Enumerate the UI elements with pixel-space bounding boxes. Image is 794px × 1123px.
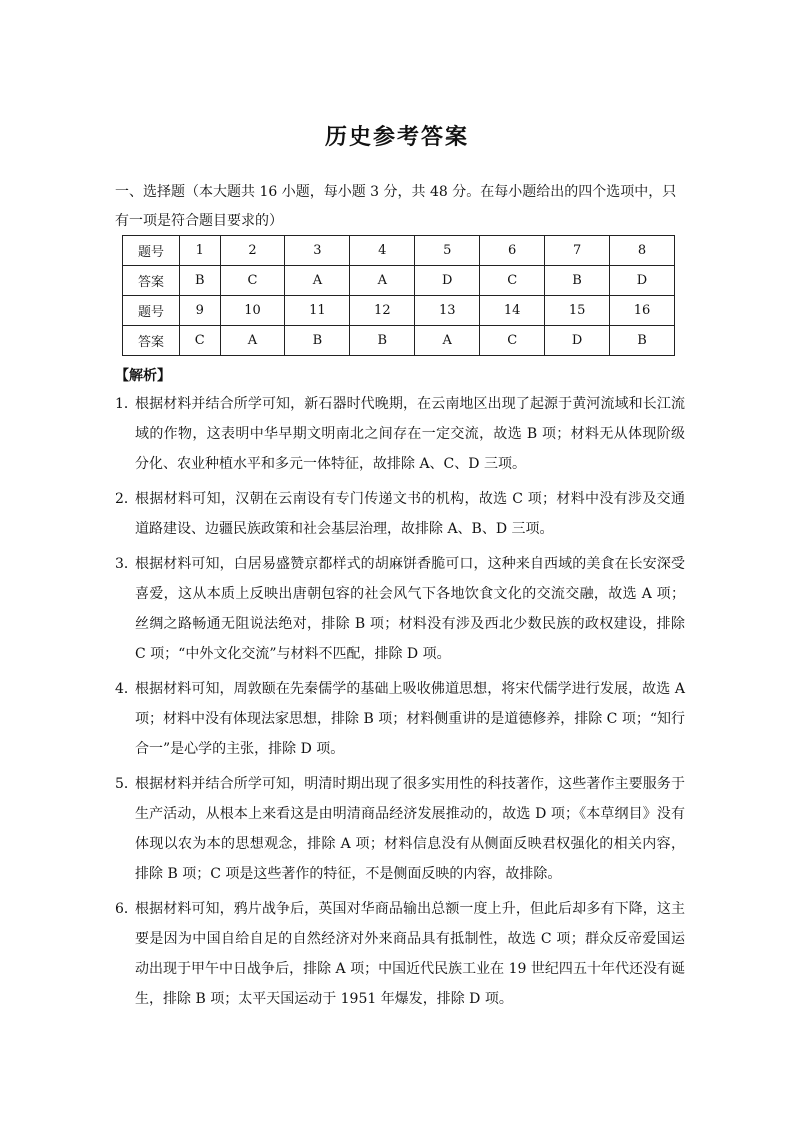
- table-cell: A: [220, 326, 285, 356]
- table-cell: 11: [285, 296, 350, 326]
- table-cell: B: [610, 326, 675, 356]
- table-cell: 12: [350, 296, 415, 326]
- table-cell: 10: [220, 296, 285, 326]
- table-cell: 9: [180, 296, 221, 326]
- analysis-item: [115, 894, 685, 1014]
- table-cell: B: [545, 266, 610, 296]
- section-intro: 一、选择题（本大题共 16 小题，每小题 3 分，共 48 分。在每小题给出的四个选项中，只有一项是符合题目要求的）: [115, 184, 677, 229]
- analysis-item: [115, 549, 685, 669]
- table-cell: B: [285, 326, 350, 356]
- table-cell: 5: [415, 236, 480, 266]
- table-cell: 7: [545, 236, 610, 266]
- row-label: 题号: [123, 296, 180, 326]
- row-label: 题号: [123, 236, 180, 266]
- table-cell: D: [610, 266, 675, 296]
- table-row: [123, 266, 675, 296]
- item-text: 根据材料并结合所学可知，明清时期出现了很多实用性的科技著作，这些著作主要服务于生产活动，从根本上来看这是由明清商品经济发展推动的，故选 D 项；《本草纲目》没有体现以农为本的思想观念，排除 A 项；材料信息没有从侧面反映君权强化的相关内容，排除 B 项；C 项是这些著作的特征，不是侧面反映的内容，故排除。: [135, 776, 685, 882]
- analysis-item: [115, 769, 685, 889]
- analysis-item: [115, 484, 685, 544]
- table-cell: A: [350, 266, 415, 296]
- item-text: 根据材料并结合所学可知，新石器时代晚期，在云南地区出现了起源于黄河流域和长江流域的作物，这表明中华早期文明南北之间存在一定交流，故选 B 项；材料无从体现阶级分化、农业种植水平和多元一体特征，故排除 A、C、D 三项。: [135, 396, 685, 472]
- table-cell: B: [180, 266, 221, 296]
- table-cell: 14: [480, 296, 545, 326]
- analysis-item: [115, 389, 685, 479]
- answer-table: [122, 235, 675, 356]
- table-cell: C: [480, 266, 545, 296]
- table-cell: D: [545, 326, 610, 356]
- table-cell: A: [285, 266, 350, 296]
- table-cell: 16: [610, 296, 675, 326]
- table-cell: 4: [350, 236, 415, 266]
- analysis-list: [115, 389, 685, 1019]
- row-label: 答案: [123, 326, 180, 356]
- table-cell: 1: [180, 236, 221, 266]
- item-number: 1．: [115, 396, 138, 412]
- row-label: 答案: [123, 266, 180, 296]
- table-cell: 13: [415, 296, 480, 326]
- page-title: 历史参考答案: [324, 125, 469, 150]
- table-cell: D: [415, 266, 480, 296]
- item-number: 6．: [115, 901, 138, 917]
- analysis-heading: 【解析】: [115, 368, 171, 384]
- table-cell: 2: [220, 236, 285, 266]
- item-text: 根据材料可知，白居易盛赞京都样式的胡麻饼香脆可口，这种来自西域的美食在长安深受喜爱，这从本质上反映出唐朝包容的社会风气下各地饮食文化的交流交融，故选 A 项；丝绸之路畅通无阻说法绝对，排除 B 项；材料没有涉及西北少数民族的政权建设，排除 C 项；“中外文化交流”与材料不匹配，排除 D 项。: [135, 556, 685, 662]
- table-cell: 3: [285, 236, 350, 266]
- table-row: [123, 236, 675, 266]
- item-text: 根据材料可知，汉朝在云南设有专门传递文书的机构，故选 C 项；材料中没有涉及交通道路建设、边疆民族政策和社会基层治理，故排除 A、B、D 三项。: [135, 491, 685, 537]
- item-number: 2．: [115, 491, 138, 507]
- item-text: 根据材料可知，鸦片战争后，英国对华商品输出总额一度上升，但此后却多有下降，这主要是因为中国自给自足的自然经济对外来商品具有抵制性，故选 C 项；群众反帝爱国运动出现于甲午中日战争后，排除 A 项；中国近代民族工业在 19 世纪四五十年代还没有诞生，排除 B 项；太平天国运动于 1951 年爆发，排除 D 项。: [135, 901, 685, 1007]
- table-cell: C: [180, 326, 221, 356]
- table-cell: 6: [480, 236, 545, 266]
- analysis-item: [115, 674, 685, 764]
- table-cell: C: [480, 326, 545, 356]
- table-cell: 15: [545, 296, 610, 326]
- item-number: 3．: [115, 556, 138, 572]
- item-number: 4．: [115, 681, 138, 697]
- table-cell: B: [350, 326, 415, 356]
- table-cell: 8: [610, 236, 675, 266]
- table-row: [123, 296, 675, 326]
- table-cell: C: [220, 266, 285, 296]
- table-row: [123, 326, 675, 356]
- item-text: 根据材料可知，周敦颐在先秦儒学的基础上吸收佛道思想，将宋代儒学进行发展，故选 A 项；材料中没有体现法家思想，排除 B 项；材料侧重讲的是道德修养，排除 C 项；“知行合一”是心学的主张，排除 D 项。: [135, 681, 685, 757]
- table-cell: A: [415, 326, 480, 356]
- item-number: 5．: [115, 776, 138, 792]
